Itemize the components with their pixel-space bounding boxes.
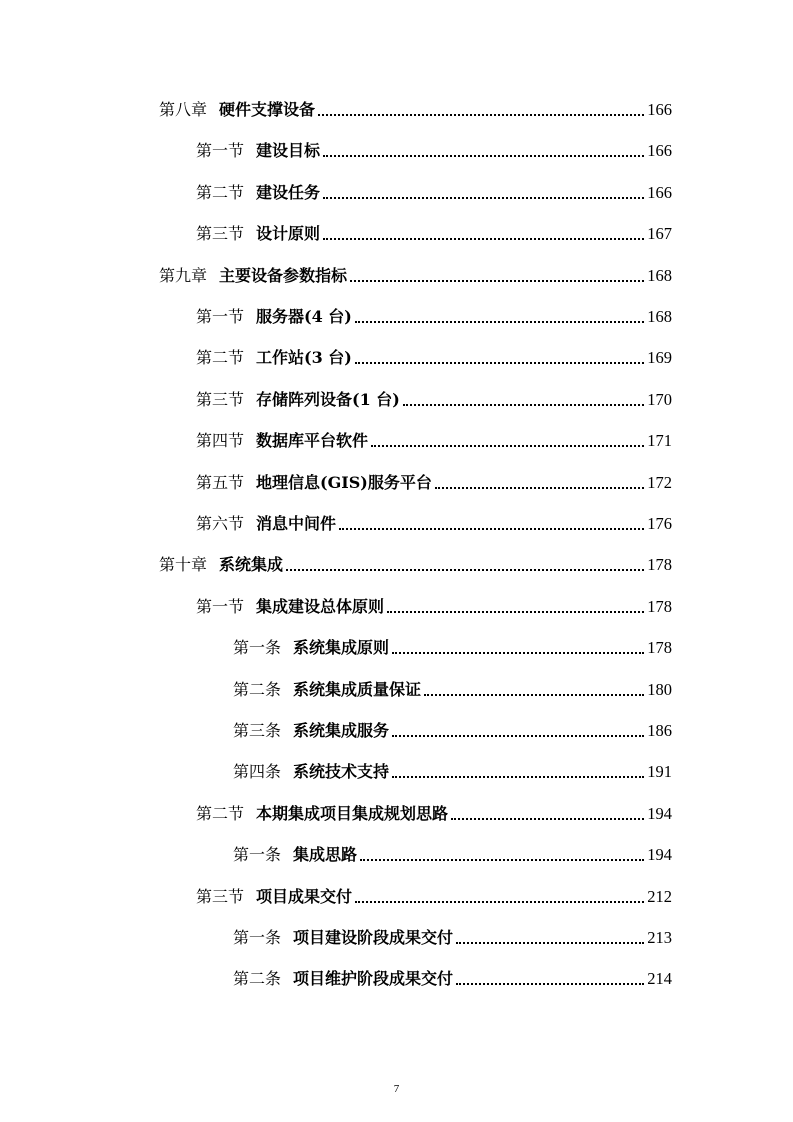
toc-entry[interactable] xyxy=(233,720,672,742)
page-number: 7 xyxy=(393,1083,400,1095)
toc-dot-leader xyxy=(424,694,644,696)
toc-dot-leader xyxy=(456,983,644,985)
toc-entry-page: 178 xyxy=(647,638,672,658)
toc-entry[interactable] xyxy=(196,182,672,204)
toc-entry[interactable] xyxy=(196,886,672,908)
toc-entry-page: 212 xyxy=(647,886,672,906)
toc-entry-title: 系统集成质量保证 xyxy=(293,679,422,699)
toc-entry-page: 178 xyxy=(647,555,672,575)
toc-entry-page: 194 xyxy=(647,845,672,865)
toc-entry-page: 194 xyxy=(647,803,672,823)
toc-entry-title: 硬件支撑设备 xyxy=(219,100,316,119)
toc-entry-title: 系统集成 xyxy=(219,555,284,575)
toc-dot-leader xyxy=(355,321,644,323)
toc-dot-leader xyxy=(318,114,644,116)
toc-dot-leader xyxy=(371,445,644,447)
toc-entry[interactable] xyxy=(196,347,672,369)
toc-entry[interactable] xyxy=(159,554,672,576)
toc-entry-page: 168 xyxy=(647,307,672,326)
toc-entry-title: 地理信息(GIS)服务平台 xyxy=(256,472,432,492)
toc-dot-leader xyxy=(323,197,644,199)
toc-entry-page: 191 xyxy=(647,762,672,782)
toc-entry-title: 本期集成项目集成规划思路 xyxy=(256,803,449,823)
toc-entry[interactable] xyxy=(196,140,672,162)
toc-entry[interactable] xyxy=(233,679,672,701)
toc-entry[interactable] xyxy=(233,968,672,990)
toc-dot-leader xyxy=(451,818,644,820)
toc-dot-leader xyxy=(392,652,644,654)
toc-dot-leader xyxy=(323,155,644,157)
toc-entry-title: 系统集成原则 xyxy=(293,638,390,658)
toc-entry-title: 设计原则 xyxy=(256,224,321,244)
toc-entry-number: 第一条 xyxy=(233,638,282,658)
toc-entry-page: 171 xyxy=(647,431,672,451)
toc-entry-title: 项目维护阶段成果交付 xyxy=(293,969,454,989)
toc-dot-leader xyxy=(435,487,644,489)
toc-entry-number: 第三节 xyxy=(196,886,245,906)
toc-entry-page: 168 xyxy=(647,265,672,285)
toc-entry-title: 消息中间件 xyxy=(256,514,337,533)
toc-entry-number: 第三条 xyxy=(233,721,282,740)
toc-entry[interactable] xyxy=(159,265,672,287)
toc-entry-page: 180 xyxy=(647,679,672,699)
toc-entry-number: 第二节 xyxy=(196,182,245,202)
toc-entry-number: 第四节 xyxy=(196,431,245,451)
toc-entry-title: 数据库平台软件 xyxy=(256,431,369,451)
toc-entry-title: 主要设备参数指标 xyxy=(219,265,348,285)
toc-entry[interactable] xyxy=(196,513,672,535)
toc-entry-number: 第四条 xyxy=(233,762,282,782)
toc-dot-leader xyxy=(355,901,644,903)
toc-entry[interactable] xyxy=(233,844,672,866)
toc-entry-title: 建设任务 xyxy=(256,182,321,202)
toc-entry-page: 213 xyxy=(647,928,672,947)
toc-dot-leader xyxy=(392,776,644,778)
toc-entry-title: 项目建设阶段成果交付 xyxy=(293,928,454,947)
toc-entry-number: 第二条 xyxy=(233,969,282,989)
toc-dot-leader xyxy=(286,569,644,571)
toc-entry-title: 集成建设总体原则 xyxy=(256,596,385,616)
toc-entry[interactable] xyxy=(233,927,672,949)
toc-entry-page: 166 xyxy=(647,182,672,202)
toc-entry-number: 第一节 xyxy=(196,596,245,616)
toc-entry-page: 178 xyxy=(647,596,672,616)
toc-entry[interactable] xyxy=(196,306,672,328)
toc-entry-number: 第六节 xyxy=(196,514,245,533)
toc-entry-page: 170 xyxy=(647,389,672,409)
toc-dot-leader xyxy=(323,238,644,240)
toc-entry[interactable] xyxy=(196,803,672,825)
toc-entry-page: 166 xyxy=(647,100,672,119)
toc-entry-title: 工作站(3 台) xyxy=(256,348,352,368)
toc-entry[interactable] xyxy=(196,472,672,494)
toc-dot-leader xyxy=(360,859,644,861)
toc-entry-title: 项目成果交付 xyxy=(256,886,353,906)
toc-entry[interactable] xyxy=(196,223,672,245)
toc-entry-number: 第一条 xyxy=(233,845,282,865)
toc-entry-number: 第一节 xyxy=(196,141,245,161)
toc-entry-title: 建设目标 xyxy=(256,141,321,161)
toc-entry-title: 系统集成服务 xyxy=(293,721,390,740)
toc-entry[interactable] xyxy=(159,99,672,121)
toc-entry[interactable] xyxy=(196,430,672,452)
toc-entry-number: 第九章 xyxy=(159,265,208,285)
toc-entry-page: 167 xyxy=(647,224,672,244)
toc-entry-number: 第十章 xyxy=(159,555,208,575)
toc-entry-page: 172 xyxy=(647,472,672,492)
toc-entry-page: 169 xyxy=(647,348,672,368)
toc-entry-title: 系统技术支持 xyxy=(293,762,390,782)
toc-dot-leader xyxy=(355,362,644,364)
toc-entry-page: 166 xyxy=(647,141,672,161)
toc-entry-number: 第一节 xyxy=(196,307,245,326)
toc-dot-leader xyxy=(403,404,644,406)
toc-dot-leader xyxy=(392,735,644,737)
toc-dot-leader xyxy=(387,611,644,613)
toc-entry-page: 214 xyxy=(647,969,672,989)
toc-entry-number: 第八章 xyxy=(159,100,208,119)
toc-dot-leader xyxy=(350,280,644,282)
toc-entry-number: 第一条 xyxy=(233,928,282,947)
toc-entry[interactable] xyxy=(233,637,672,659)
toc-entry-number: 第二节 xyxy=(196,803,245,823)
toc-entry-number: 第二节 xyxy=(196,348,245,368)
toc-entry-title: 服务器(4 台) xyxy=(256,307,352,326)
toc-dot-leader xyxy=(456,942,644,944)
toc-entry-number: 第二条 xyxy=(233,679,282,699)
toc-entry-title: 集成思路 xyxy=(293,845,358,865)
toc-entry-number: 第三节 xyxy=(196,224,245,244)
toc-entry-number: 第五节 xyxy=(196,472,245,492)
toc-entry[interactable] xyxy=(233,761,672,783)
toc-entry-number: 第三节 xyxy=(196,389,245,409)
toc-dot-leader xyxy=(339,528,644,530)
toc-entry[interactable] xyxy=(196,596,672,618)
toc-entry-title: 存储阵列设备(1 台) xyxy=(256,389,400,409)
toc-entry-page: 176 xyxy=(647,514,672,533)
toc-entry-page: 186 xyxy=(647,721,672,740)
toc-entry[interactable] xyxy=(196,389,672,411)
